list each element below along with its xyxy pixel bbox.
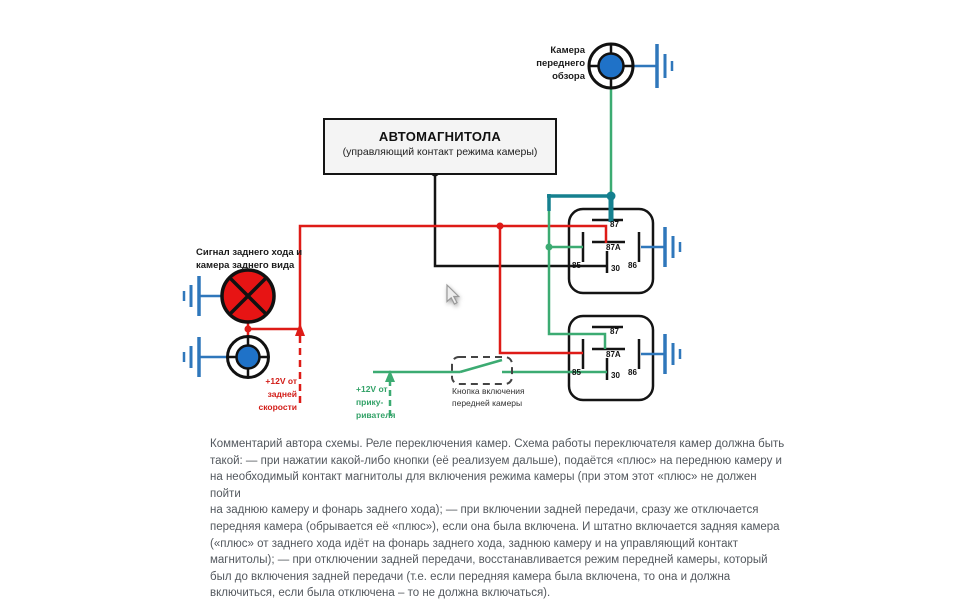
ground-rear-camera	[184, 337, 228, 377]
reverse-12v-label: +12V от задней скорости	[258, 376, 297, 412]
front-camera-icon	[589, 44, 633, 88]
mouse-cursor-icon	[447, 285, 459, 304]
reverse-lamp-icon	[222, 270, 274, 322]
relay2-pin-87-label: 87	[610, 327, 619, 336]
comment-line: такой: — при нажатии какой-либо кнопки (её реализуем дальше), подаётся «плюс» на переднюю камеру и	[210, 454, 782, 467]
comment-line: («плюс» от заднего хода идёт на фонарь заднего хода, заднюю камеру и на управляющий контакт	[210, 537, 738, 550]
comment-line: был до включения задней передачи (т.е. если передняя камера была включена, то она и должна	[210, 570, 731, 583]
ground-front-camera	[633, 44, 672, 88]
ground-reverse-lamp	[184, 276, 223, 316]
head-unit-box	[323, 118, 557, 175]
comment-line: передняя камера (обрывается её «плюс»), если она была включена. И штатно включается задняя камера	[210, 520, 780, 533]
comment-line: Комментарий автора схемы. Реле переключения камер. Схема работы переключателя камер должна быть	[210, 438, 785, 450]
comment-line: включиться, если была отключена – то не должна включаться).	[210, 587, 551, 600]
rear-camera-label: Сигнал заднего хода и камера заднего вида	[196, 247, 303, 271]
relay1-pin-87a-label: 87A	[606, 243, 621, 252]
relay2-pin-87a-label: 87A	[606, 350, 621, 359]
front-camera-button-label: Кнопка включения передней камеры	[452, 386, 525, 408]
comment-line: на необходимый контакт магнитолы для включения режима камеры (при этом этот «плюс» не должен пойти	[210, 471, 757, 500]
relay1-pin-30-label: 30	[611, 264, 620, 273]
author-comment	[210, 436, 785, 602]
relay2-pin-86-label: 86	[628, 368, 637, 377]
comment-line: на заднюю камеру и фонарь заднего хода); — при включении задней передачи, сразу же отключается	[210, 504, 759, 517]
head-unit-subtitle: (управляющий контакт режима камеры)	[342, 146, 538, 158]
lighter-12v-label: +12V от прику- ривателя	[356, 384, 396, 420]
relay1-pin-87-label: 87	[610, 220, 619, 229]
relay2-pin-85-label: 85	[572, 368, 581, 377]
rear-camera-icon	[228, 337, 269, 378]
front-camera-label: Камера переднего обзора	[536, 45, 585, 82]
head-unit-title: АВТОМАГНИТОЛА	[378, 129, 502, 144]
relay1-pin-85-label: 85	[572, 261, 581, 270]
relay2-pin-30-label: 30	[611, 371, 620, 380]
relay1-pin-86-label: 86	[628, 261, 637, 270]
comment-line: магнитолы); — при отключении задней передачи, восстанавливается режим передней камеры, который	[210, 554, 768, 567]
